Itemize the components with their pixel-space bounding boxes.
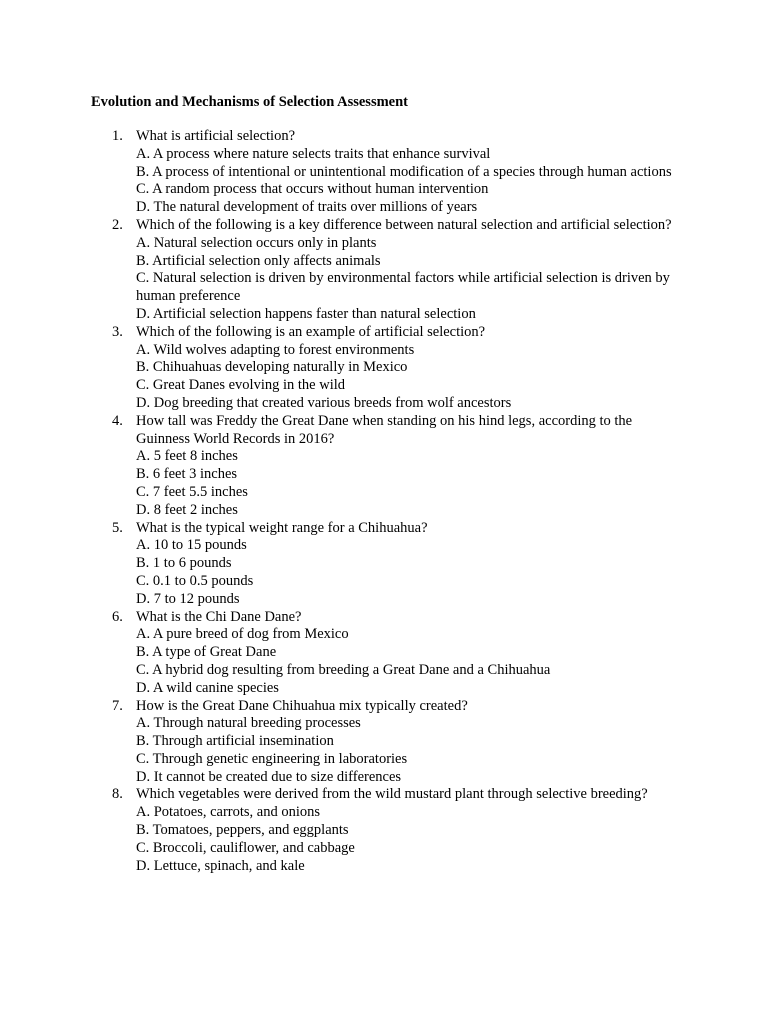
question-text: Which of the following is a key difference between natural selection and artificial selection? [136,216,672,233]
question-text: Which vegetables were derived from the wild mustard plant through selective breeding? [136,786,648,803]
answer-option: B. Chihuahuas developing naturally in Mexico [136,359,408,376]
question-list [0,128,768,875]
question-number: 7. [112,697,123,714]
question-item [0,609,676,698]
question-item [0,324,676,413]
answer-option: A. Through natural breeding processes [136,715,361,732]
question-text: What is the typical weight range for a Chihuahua? [136,519,428,536]
answer-option: A. Potatoes, carrots, and onions [136,804,321,821]
question-item [0,413,676,520]
answer-option: C. Natural selection is driven by environmental factors while artificial selection is driven by human preference [136,270,670,305]
answer-option: D. A wild canine species [136,679,279,696]
answer-option: A. 10 to 15 pounds [136,537,247,554]
question-text: What is artificial selection? [136,128,296,144]
answer-option: B. A type of Great Dane [136,644,277,661]
answer-option: B. Tomatoes, peppers, and eggplants [136,822,349,839]
answer-option: B. 6 feet 3 inches [136,466,238,483]
answer-option: C. 7 feet 5.5 inches [136,483,248,500]
question-text: How tall was Freddy the Great Dane when standing on his hind legs, according to the Guinness World Records in 2016? [136,412,633,447]
answer-option: D. 8 feet 2 inches [136,501,238,518]
answer-option: B. Artificial selection only affects animals [136,252,381,269]
answer-option: D. It cannot be created due to size differences [136,768,402,785]
answer-option: C. A random process that occurs without human intervention [136,181,489,198]
answer-option: C. Broccoli, cauliflower, and cabbage [136,839,355,856]
answer-option: B. 1 to 6 pounds [136,555,232,572]
answer-option: D. Artificial selection happens faster than natural selection [136,305,476,322]
answer-option: C. Through genetic engineering in laboratories [136,750,408,767]
question-number: 2. [112,216,123,233]
question-item [0,786,676,875]
answer-option: D. Lettuce, spinach, and kale [136,857,305,874]
question-item [0,698,676,787]
question-number: 5. [112,519,123,536]
answer-option: A. A process where nature selects traits that enhance survival [136,145,491,162]
question-text: How is the Great Dane Chihuahua mix typically created? [136,697,468,714]
answer-option: B. Through artificial insemination [136,733,334,750]
question-item [0,128,676,217]
answer-option: A. Natural selection occurs only in plants [136,234,377,251]
question-item [0,217,676,324]
answer-option: D. 7 to 12 pounds [136,590,240,607]
answer-option: D. The natural development of traits over millions of years [136,199,478,216]
document-title: Evolution and Mechanisms of Selection Assessment [91,94,409,110]
answer-option: B. A process of intentional or unintentional modification of a species through human actions [136,163,672,180]
answer-option: C. A hybrid dog resulting from breeding a Great Dane and a Chihuahua [136,661,551,678]
question-number: 8. [112,786,123,803]
answer-option: A. A pure breed of dog from Mexico [136,626,349,643]
question-item [0,520,676,609]
question-number: 6. [112,608,123,625]
question-number: 3. [112,323,123,340]
question-number: 1. [112,128,123,144]
question-text: What is the Chi Dane Dane? [136,608,302,625]
answer-option: D. Dog breeding that created various breeds from wolf ancestors [136,394,512,411]
question-text: Which of the following is an example of artificial selection? [136,323,486,340]
question-number: 4. [112,412,123,429]
answer-option: A. 5 feet 8 inches [136,448,238,465]
answer-option: C. 0.1 to 0.5 pounds [136,572,254,589]
answer-option: C. Great Danes evolving in the wild [136,377,345,394]
answer-option: A. Wild wolves adapting to forest environments [136,341,415,358]
